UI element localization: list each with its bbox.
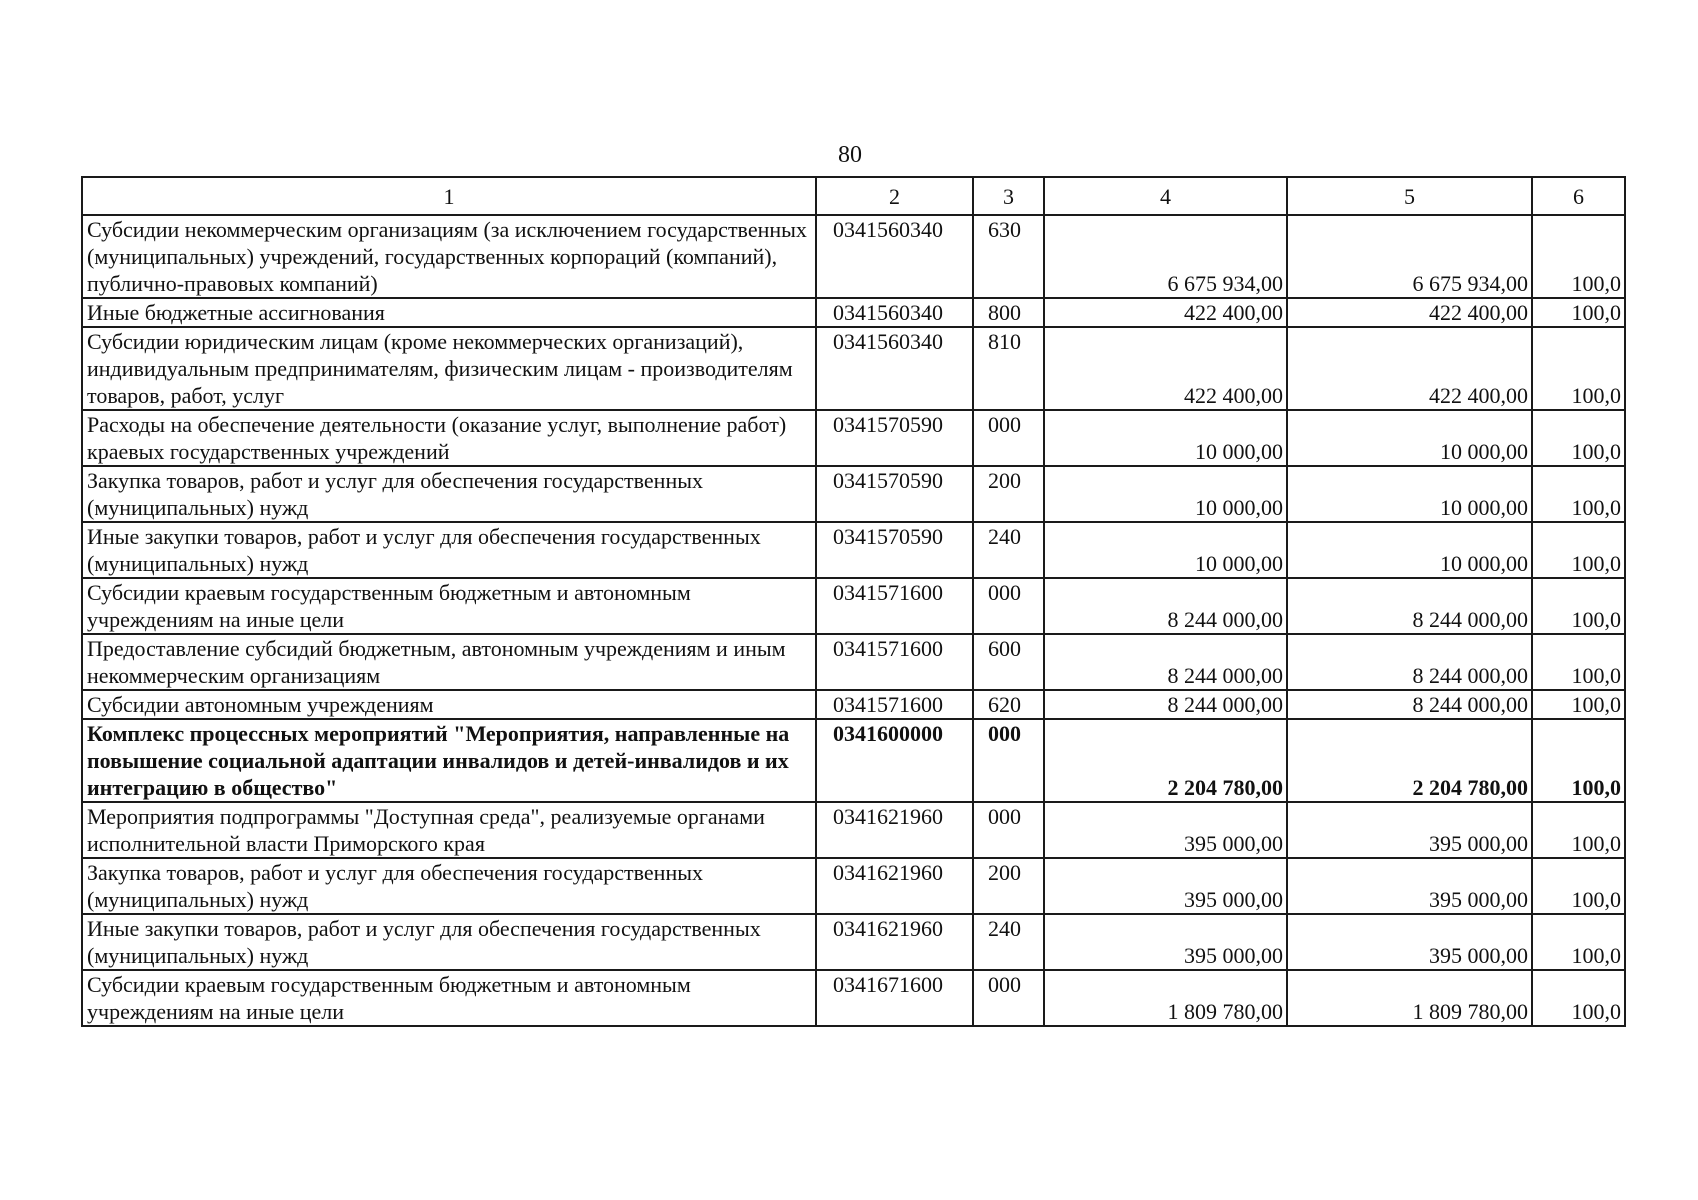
row-planned-amount-cell: 6 675 934,00 — [1044, 215, 1287, 298]
row-code-cell: 0341571600 — [816, 634, 973, 690]
row-name-cell: Иные бюджетные ассигнования — [82, 298, 816, 327]
page-number: 80 — [838, 142, 862, 168]
table-row — [82, 298, 1625, 327]
row-name-cell: Закупка товаров, работ и услуг для обеспечения государственных (муниципальных) нужд — [82, 858, 816, 914]
row-executed-amount-cell: 1 809 780,00 — [1287, 970, 1532, 1026]
row-expense-type-cell: 200 — [973, 466, 1044, 522]
column-header: 3 — [973, 177, 1044, 215]
row-executed-amount-cell: 395 000,00 — [1287, 858, 1532, 914]
row-code-cell: 0341560340 — [816, 298, 973, 327]
row-name-cell: Предоставление субсидий бюджетным, автономным учреждениям и иным некоммерческим организациям — [82, 634, 816, 690]
column-header: 5 — [1287, 177, 1532, 215]
row-name-cell: Комплекс процессных мероприятий "Мероприятия, направленные на повышение социальной адаптации инвалидов и детей-инвалидов и их интеграцию в общество" — [82, 719, 816, 802]
table-row — [82, 215, 1625, 298]
row-expense-type-cell: 000 — [973, 410, 1044, 466]
table-row — [82, 719, 1625, 802]
row-expense-type-cell: 240 — [973, 914, 1044, 970]
row-planned-amount-cell: 8 244 000,00 — [1044, 690, 1287, 719]
table-row — [82, 466, 1625, 522]
row-executed-amount-cell: 10 000,00 — [1287, 466, 1532, 522]
table-header-row — [82, 177, 1625, 215]
table-row — [82, 970, 1625, 1026]
row-executed-amount-cell: 422 400,00 — [1287, 298, 1532, 327]
column-header: 2 — [816, 177, 973, 215]
row-expense-type-cell: 800 — [973, 298, 1044, 327]
budget-table — [81, 176, 1626, 1027]
table-row — [82, 410, 1625, 466]
table-row — [82, 634, 1625, 690]
table-row — [82, 522, 1625, 578]
column-header: 6 — [1532, 177, 1625, 215]
row-planned-amount-cell: 422 400,00 — [1044, 327, 1287, 410]
row-planned-amount-cell: 1 809 780,00 — [1044, 970, 1287, 1026]
row-percent-cell: 100,0 — [1532, 634, 1625, 690]
row-expense-type-cell: 810 — [973, 327, 1044, 410]
row-planned-amount-cell: 395 000,00 — [1044, 802, 1287, 858]
column-header: 1 — [82, 177, 816, 215]
row-expense-type-cell: 000 — [973, 970, 1044, 1026]
row-percent-cell: 100,0 — [1532, 466, 1625, 522]
row-code-cell: 0341621960 — [816, 914, 973, 970]
row-name-cell: Субсидии юридическим лицам (кроме некоммерческих организаций), индивидуальным предпринимателям, физическим лицам - производителям товаров, работ, услуг — [82, 327, 816, 410]
row-name-cell: Закупка товаров, работ и услуг для обеспечения государственных (муниципальных) нужд — [82, 466, 816, 522]
row-executed-amount-cell: 10 000,00 — [1287, 522, 1532, 578]
row-percent-cell: 100,0 — [1532, 719, 1625, 802]
row-name-cell: Субсидии краевым государственным бюджетным и автономным учреждениям на иные цели — [82, 578, 816, 634]
row-planned-amount-cell: 422 400,00 — [1044, 298, 1287, 327]
table-row — [82, 914, 1625, 970]
row-executed-amount-cell: 6 675 934,00 — [1287, 215, 1532, 298]
row-percent-cell: 100,0 — [1532, 914, 1625, 970]
row-planned-amount-cell: 2 204 780,00 — [1044, 719, 1287, 802]
row-expense-type-cell: 620 — [973, 690, 1044, 719]
row-code-cell: 0341571600 — [816, 578, 973, 634]
row-executed-amount-cell: 395 000,00 — [1287, 802, 1532, 858]
row-planned-amount-cell: 8 244 000,00 — [1044, 578, 1287, 634]
row-percent-cell: 100,0 — [1532, 215, 1625, 298]
row-executed-amount-cell: 8 244 000,00 — [1287, 690, 1532, 719]
table-row — [82, 690, 1625, 719]
row-name-cell: Иные закупки товаров, работ и услуг для обеспечения государственных (муниципальных) нужд — [82, 914, 816, 970]
row-planned-amount-cell: 10 000,00 — [1044, 466, 1287, 522]
row-planned-amount-cell: 395 000,00 — [1044, 914, 1287, 970]
row-executed-amount-cell: 8 244 000,00 — [1287, 578, 1532, 634]
row-name-cell: Иные закупки товаров, работ и услуг для обеспечения государственных (муниципальных) нужд — [82, 522, 816, 578]
row-executed-amount-cell: 10 000,00 — [1287, 410, 1532, 466]
row-percent-cell: 100,0 — [1532, 690, 1625, 719]
row-code-cell: 0341600000 — [816, 719, 973, 802]
row-executed-amount-cell: 395 000,00 — [1287, 914, 1532, 970]
row-percent-cell: 100,0 — [1532, 858, 1625, 914]
row-code-cell: 0341560340 — [816, 327, 973, 410]
row-code-cell: 0341570590 — [816, 466, 973, 522]
row-percent-cell: 100,0 — [1532, 802, 1625, 858]
row-percent-cell: 100,0 — [1532, 970, 1625, 1026]
row-planned-amount-cell: 10 000,00 — [1044, 522, 1287, 578]
column-header: 4 — [1044, 177, 1287, 215]
row-code-cell: 0341621960 — [816, 802, 973, 858]
row-name-cell: Субсидии краевым государственным бюджетным и автономным учреждениям на иные цели — [82, 970, 816, 1026]
row-percent-cell: 100,0 — [1532, 410, 1625, 466]
row-expense-type-cell: 240 — [973, 522, 1044, 578]
row-executed-amount-cell: 422 400,00 — [1287, 327, 1532, 410]
row-expense-type-cell: 000 — [973, 802, 1044, 858]
row-planned-amount-cell: 10 000,00 — [1044, 410, 1287, 466]
row-code-cell: 0341571600 — [816, 690, 973, 719]
row-expense-type-cell: 200 — [973, 858, 1044, 914]
row-planned-amount-cell: 8 244 000,00 — [1044, 634, 1287, 690]
row-name-cell: Субсидии автономным учреждениям — [82, 690, 816, 719]
row-executed-amount-cell: 8 244 000,00 — [1287, 634, 1532, 690]
row-percent-cell: 100,0 — [1532, 298, 1625, 327]
row-code-cell: 0341671600 — [816, 970, 973, 1026]
row-percent-cell: 100,0 — [1532, 578, 1625, 634]
table-row — [82, 578, 1625, 634]
row-code-cell: 0341570590 — [816, 410, 973, 466]
table-row — [82, 802, 1625, 858]
row-name-cell: Расходы на обеспечение деятельности (оказание услуг, выполнение работ) краевых государственных учреждений — [82, 410, 816, 466]
row-expense-type-cell: 000 — [973, 578, 1044, 634]
row-code-cell: 0341570590 — [816, 522, 973, 578]
row-percent-cell: 100,0 — [1532, 327, 1625, 410]
row-percent-cell: 100,0 — [1532, 522, 1625, 578]
row-expense-type-cell: 600 — [973, 634, 1044, 690]
table-row — [82, 327, 1625, 410]
row-code-cell: 0341560340 — [816, 215, 973, 298]
row-executed-amount-cell: 2 204 780,00 — [1287, 719, 1532, 802]
row-name-cell: Мероприятия подпрограммы "Доступная среда", реализуемые органами исполнительной власти Приморского края — [82, 802, 816, 858]
row-name-cell: Субсидии некоммерческим организациям (за исключением государственных (муниципальных) учреждений, государственных корпораций (компаний), публично-правовых компаний) — [82, 215, 816, 298]
row-expense-type-cell: 000 — [973, 719, 1044, 802]
row-planned-amount-cell: 395 000,00 — [1044, 858, 1287, 914]
table-row — [82, 858, 1625, 914]
row-expense-type-cell: 630 — [973, 215, 1044, 298]
row-code-cell: 0341621960 — [816, 858, 973, 914]
